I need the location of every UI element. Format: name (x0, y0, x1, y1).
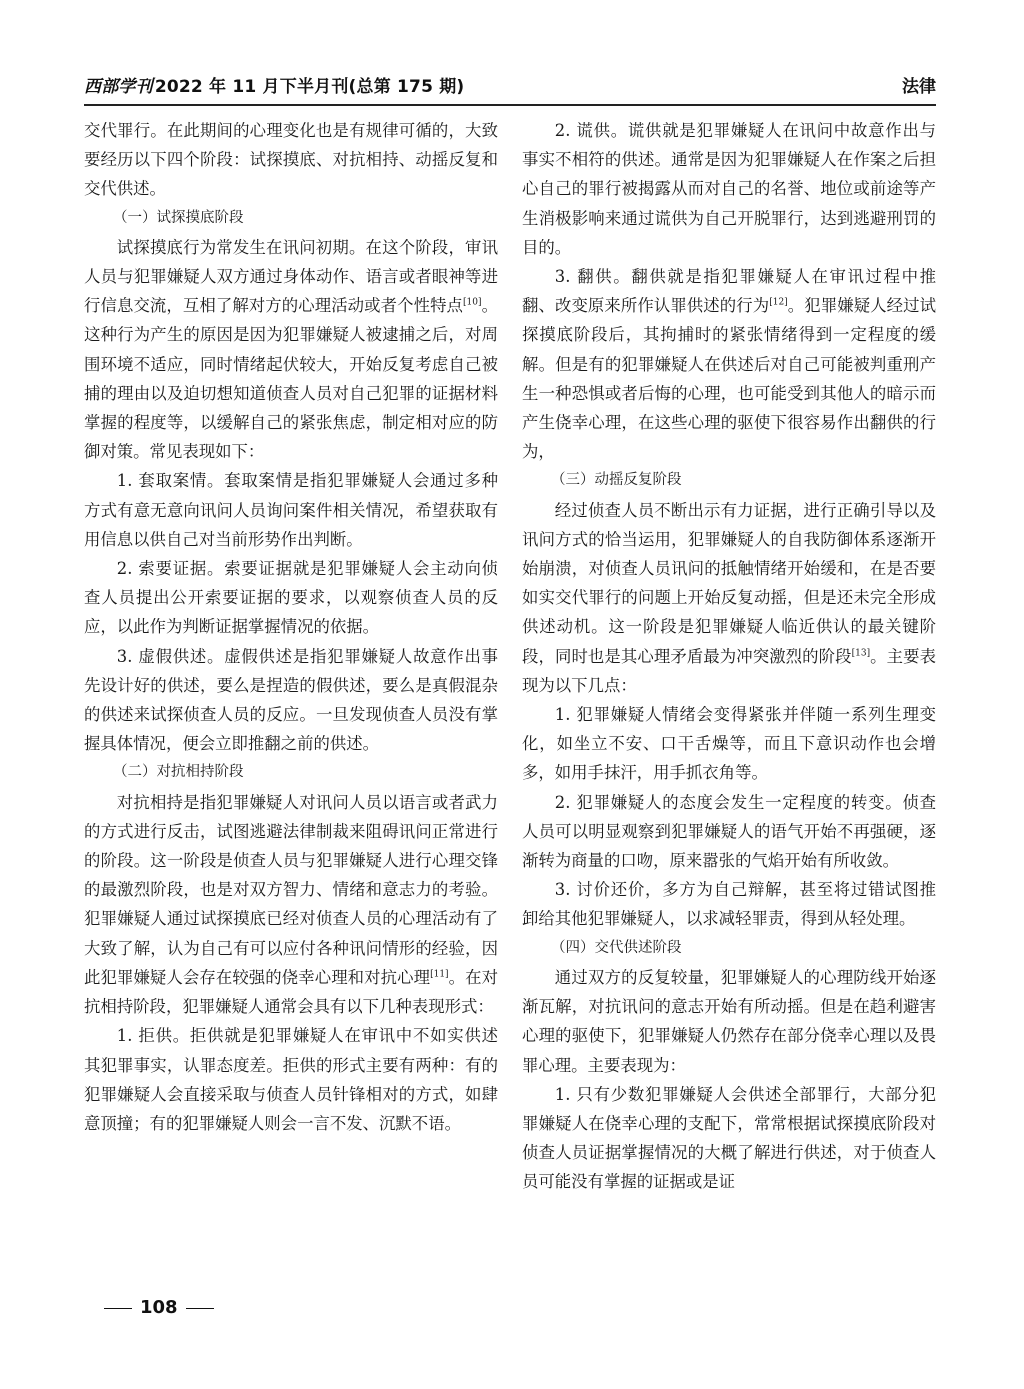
paragraph-text: 2. 犯罪嫌疑人的态度会发生一定程度的转变。侦查人员可以明显观察到犯罪嫌疑人的语气开始不再强硬，逐渐转为商量的口吻，原来嚣张的气焰开始有所收敛。 (522, 792, 936, 871)
paragraph-text: 。主要表现为以下几点： (522, 646, 937, 695)
page-number: 108 (140, 1297, 178, 1318)
section-heading (84, 204, 498, 233)
paragraph (522, 875, 936, 933)
paragraph-text: 。犯罪嫌疑人经过试探摸底阶段后，其拘捕时的紧张情绪得到一定程度的缓解。但是有的犯罪嫌疑人在供述后对自己可能被判重刑产生一种恐惧或者后悔的心理，也可能受到其他人的暗示而产生侥幸心理，在这些心理的驱使下很容易作出翻供的行为， (522, 296, 937, 462)
paragraph (522, 788, 936, 876)
paragraph-text: 3. 讨价还价，多方为自己辩解，甚至将过错试图推卸给其他犯罪嫌疑人，以求减轻罪责，得到从轻处理。 (522, 880, 936, 929)
paragraph (522, 963, 936, 1080)
paragraph-text: （二）对抗相持阶段 (113, 764, 244, 781)
citation-ref: [12] (769, 297, 788, 308)
running-header (84, 70, 936, 106)
footer-rule-left (104, 1308, 132, 1309)
paragraph-text: 通过双方的反复较量，犯罪嫌疑人的心理防线开始逐渐瓦解，对抗讯问的意志开始有所动摇。但是在趋利避害心理的驱使下，犯罪嫌疑人仍然存在部分侥幸心理以及畏罪心理。主要表现为： (522, 967, 936, 1075)
paragraph-text: 1. 犯罪嫌疑人情绪会变得紧张并伴随一系列生理变化，如坐立不安、口干舌燥等，而且下意识动作也会增多，如用手抹汗，用手抓衣角等。 (522, 705, 936, 783)
issue-info: 2022 年 11 月下半月刊(总第 175 期) (154, 77, 465, 97)
left-column (84, 116, 498, 1138)
paragraph-text: 3. 虚假供述。虚假供述是指犯罪嫌疑人故意作出事先设计好的供述，要么是捏造的假供述，要么是真假混杂的供述来试探侦查人员的反应。一旦发现侦查人员没有掌握具体情况，便会立即推翻之前的供述。 (84, 646, 498, 754)
section-label: 法律 (902, 77, 936, 97)
paragraph-text: （一）试探摸底阶段 (113, 209, 244, 226)
paragraph (84, 233, 498, 467)
paragraph-text: 2. 索要证据。索要证据就是犯罪嫌疑人会主动向侦查人员提出公开索要证据的要求，以观察侦查人员的反应，以此作为判断证据掌握情况的依据。 (84, 559, 498, 637)
paragraph (522, 262, 936, 466)
paragraph-text: 经过侦查人员不断出示有力证据，进行正确引导以及讯问方式的恰当运用，犯罪嫌疑人的自我防御体系逐渐开始崩溃，对侦查人员讯问的抵触情绪开始缓和，在是否要如实交代罪行的问题上开始反复动摇，但是还未完全形成供述动机。这一阶段是犯罪嫌疑人临近供认的最关键阶段，同时也是其心理矛盾最为冲突激烈的阶段 (522, 500, 936, 666)
page-footer (96, 1297, 222, 1318)
paragraph-text: （四）交代供述阶段 (551, 939, 682, 956)
paragraph-text: 。在对抗相持阶段，犯罪嫌疑人通常会具有以下几种表现形式： (84, 967, 499, 1017)
paragraph-text: 3. 翻供。翻供就是指犯罪嫌疑人在审讯过程中推翻、改变原来所作认罪供述的行为 (522, 267, 936, 316)
right-column (522, 116, 936, 1197)
paragraph (84, 642, 498, 759)
section-heading (522, 466, 936, 495)
citation-ref: [11] (430, 969, 449, 980)
paragraph-text: 1. 拒供。拒供就是犯罪嫌疑人在审讯中不如实供述其犯罪事实，认罪态度差。拒供的形式主要有两种：有的犯罪嫌疑人会直接采取与侦查人员针锋相对的方式，如肆意顶撞；有的犯罪嫌疑人则会一言不发、沉默不语。 (84, 1026, 498, 1133)
paragraph (522, 496, 936, 700)
paragraph (84, 554, 498, 642)
journal-logo: 西部学刊 (84, 77, 153, 97)
paragraph (84, 116, 498, 204)
paragraph (84, 788, 498, 1022)
paragraph-text: 1. 套取案情。套取案情是指犯罪嫌疑人会通过多种方式有意无意向讯问人员询问案件相关情况，希望获取有用信息以供自己对当前形势作出判断。 (84, 471, 498, 549)
paragraph-text: 交代罪行。在此期间的心理变化也是有规律可循的，大致要经历以下四个阶段：试探摸底、对抗相持、动摇反复和交代供述。 (84, 121, 498, 199)
paragraph-text: （三）动摇反复阶段 (551, 472, 682, 489)
paragraph (522, 116, 936, 262)
footer-rule-right (186, 1308, 214, 1309)
paragraph (84, 1021, 498, 1138)
paragraph-text: 1. 只有少数犯罪嫌疑人会供述全部罪行，大部分犯罪嫌疑人在侥幸心理的支配下，常常根据试探摸底阶段对侦查人员证据掌握情况的大概了解进行供述，对于侦查人员可能没有掌握的证据或是证 (522, 1084, 936, 1192)
paragraph (522, 700, 936, 788)
section-heading (522, 934, 936, 963)
paragraph (84, 466, 498, 554)
citation-ref: [10] (463, 297, 482, 308)
paragraph-text: 试探摸底行为常发生在讯问初期。在这个阶段，审讯人员与犯罪嫌疑人双方通过身体动作、语言或者眼神等进行信息交流，互相了解对方的心理活动或者个性特点 (84, 237, 498, 316)
section-heading (84, 758, 498, 787)
journal-title (84, 72, 464, 97)
paragraph (522, 1080, 936, 1197)
citation-ref: [13] (851, 648, 871, 659)
paragraph-text: 2. 谎供。谎供就是犯罪嫌疑人在讯问中故意作出与事实不相符的供述。通常是因为犯罪嫌疑人在作案之后担心自己的罪行被揭露从而对自己的名誉、地位或前途等产生消极影响来通过谎供为自己开脱罪行，达到逃避刑罚的目的。 (522, 121, 936, 257)
paragraph-text: 。这种行为产生的原因是因为犯罪嫌疑人被逮捕之后，对周围环境不适应，同时情绪起伏较大，开始反复考虑自己被捕的理由以及迫切想知道侦查人员对自己犯罪的证据材料掌握的程度等，以缓解自己的紧张焦虑，制定相对应的防御对策。常见表现如下： (84, 296, 499, 462)
paragraph-text: 对抗相持是指犯罪嫌疑人对讯问人员以语言或者武力的方式进行反击，试图逃避法律制裁来阻碍讯问正常进行的阶段。这一阶段是侦查人员与犯罪嫌疑人进行心理交锋的最激烈阶段，也是对双方智力、情绪和意志力的考验。犯罪嫌疑人通过试探摸底已经对侦查人员的心理活动有了大致了解，认为自己有可以应付各种讯问情形的经验，因此犯罪嫌疑人会存在较强的侥幸心理和对抗心理 (84, 792, 498, 987)
